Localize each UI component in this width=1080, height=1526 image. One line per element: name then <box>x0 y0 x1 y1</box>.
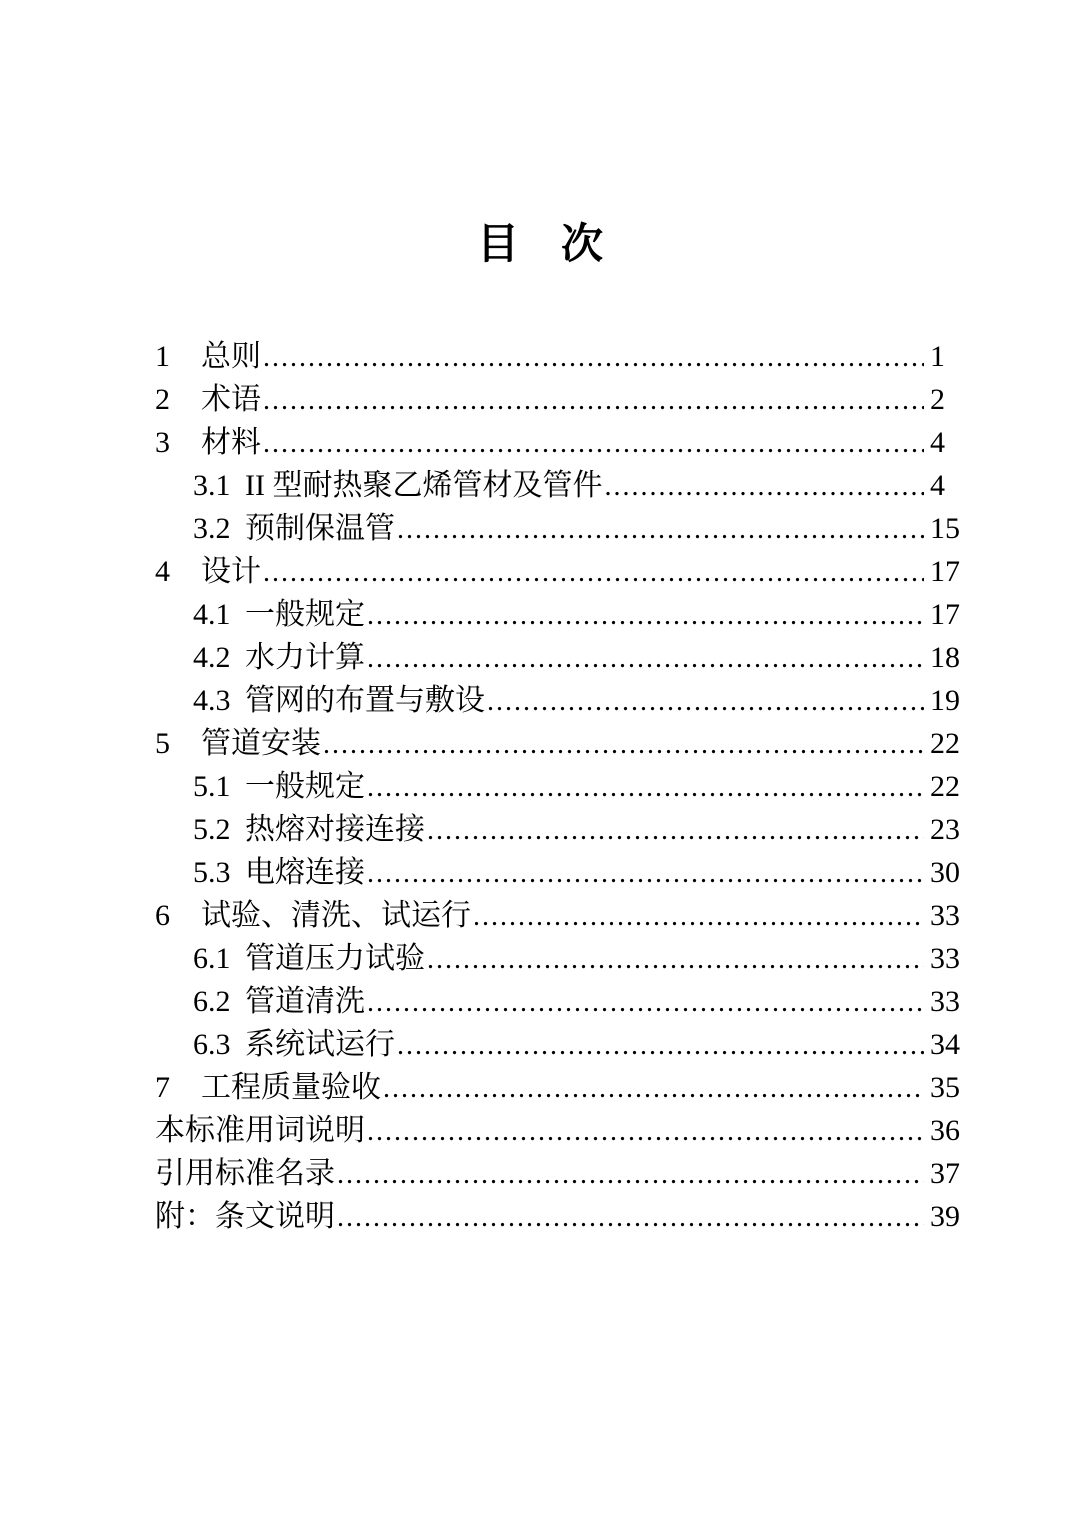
toc-leader-dots <box>383 1067 924 1110</box>
toc-leader-dots <box>263 336 924 379</box>
toc-entry <box>155 336 960 379</box>
toc-entry-number: 4.2 <box>193 641 231 674</box>
toc-entry-page: 1 <box>930 340 945 373</box>
toc-entry-page: 34 <box>930 1028 960 1061</box>
toc-entry-page: 15 <box>930 512 960 545</box>
toc-entry-number: 6.2 <box>193 985 231 1018</box>
toc-entry-number: 3 <box>155 426 170 459</box>
toc-entry-label: II 型耐热聚乙烯管材及管件 <box>245 469 603 502</box>
toc-entry <box>155 637 960 680</box>
toc-entry-page: 4 <box>930 469 945 502</box>
toc-entry-label: 一般规定 <box>245 770 365 803</box>
toc-entry-number: 3.2 <box>193 512 231 545</box>
toc-entry-number: 6 <box>155 899 170 932</box>
toc-entry-label: 管网的布置与敷设 <box>245 684 485 717</box>
toc-entry <box>155 852 960 895</box>
toc-entry-number: 4.1 <box>193 598 231 631</box>
toc-leader-dots <box>367 766 924 809</box>
toc-entry-number: 1 <box>155 340 170 373</box>
toc-entry-label: 试验、清洗、试运行 <box>201 899 471 932</box>
toc-entry <box>155 551 960 594</box>
toc-entry-number: 6.1 <box>193 942 231 975</box>
toc-leader-dots <box>427 809 924 852</box>
toc-entry-label: 引用标准名录 <box>155 1157 335 1190</box>
toc-entry-page: 35 <box>930 1071 960 1104</box>
toc-entry-label: 工程质量验收 <box>201 1071 381 1104</box>
toc-entry-page: 19 <box>930 684 960 717</box>
toc-entry-page: 17 <box>930 555 960 588</box>
toc-leader-dots <box>367 1110 924 1153</box>
toc-entry <box>155 981 960 1024</box>
toc-entry-page: 17 <box>930 598 960 631</box>
toc-entry <box>155 465 960 508</box>
toc-entry-label: 附：条文说明 <box>155 1200 335 1233</box>
toc-entry-label: 管道压力试验 <box>245 942 425 975</box>
toc-leader-dots <box>367 852 924 895</box>
toc-entry-label: 热熔对接连接 <box>245 813 425 846</box>
toc-entry-label: 一般规定 <box>245 598 365 631</box>
toc-entry-number: 5.1 <box>193 770 231 803</box>
toc-entry <box>155 1196 960 1239</box>
toc-entry-page: 2 <box>930 383 945 416</box>
toc-leader-dots <box>337 1196 924 1239</box>
toc-entry-page: 39 <box>930 1200 960 1233</box>
toc-entry-number: 4 <box>155 555 170 588</box>
toc-entry-label: 系统试运行 <box>245 1028 395 1061</box>
toc-entry <box>155 508 960 551</box>
toc-entry <box>155 1024 960 1067</box>
toc-entry <box>155 895 960 938</box>
toc-leader-dots <box>323 723 924 766</box>
toc-entry-page: 33 <box>930 942 960 975</box>
toc-entry-label: 总则 <box>201 340 261 373</box>
toc-entry <box>155 723 960 766</box>
toc-leader-dots <box>473 895 924 938</box>
toc-leader-dots <box>263 422 924 465</box>
toc-entry <box>155 422 960 465</box>
toc-entry-label: 管道清洗 <box>245 985 365 1018</box>
toc-entry <box>155 809 960 852</box>
toc-entry <box>155 680 960 723</box>
toc-entry <box>155 1110 960 1153</box>
toc-entry-page: 22 <box>930 770 960 803</box>
toc-leader-dots <box>604 465 924 508</box>
toc-entry-page: 22 <box>930 727 960 760</box>
toc-entry-label: 材料 <box>201 426 261 459</box>
toc-leader-dots <box>487 680 924 723</box>
toc-entry-page: 4 <box>930 426 945 459</box>
toc-entry-number: 5.2 <box>193 813 231 846</box>
toc-entry-number: 5 <box>155 727 170 760</box>
toc-entry-label: 预制保温管 <box>245 512 395 545</box>
toc-entry-page: 33 <box>930 985 960 1018</box>
toc-entry-label: 电熔连接 <box>245 856 365 889</box>
toc-entry-page: 37 <box>930 1157 960 1190</box>
toc-leader-dots <box>397 1024 924 1067</box>
toc-leader-dots <box>427 938 924 981</box>
toc-entry-label: 水力计算 <box>245 641 365 674</box>
toc-leader-dots <box>263 379 924 422</box>
toc-entry-page: 36 <box>930 1114 960 1147</box>
toc-entry <box>155 938 960 981</box>
toc-list <box>155 336 960 1239</box>
toc-entry-number: 5.3 <box>193 856 231 889</box>
toc-leader-dots <box>367 594 924 637</box>
toc-entry-number: 4.3 <box>193 684 231 717</box>
toc-entry-page: 18 <box>930 641 960 674</box>
toc-entry-number: 2 <box>155 383 170 416</box>
page-title: 目 次 <box>476 222 603 268</box>
toc-entry-page: 33 <box>930 899 960 932</box>
toc-entry <box>155 594 960 637</box>
toc-entry-page: 30 <box>930 856 960 889</box>
toc-entry <box>155 1153 960 1196</box>
toc-leader-dots <box>367 637 924 680</box>
toc-entry-number: 6.3 <box>193 1028 231 1061</box>
toc-entry <box>155 379 960 422</box>
toc-entry-number: 7 <box>155 1071 170 1104</box>
toc-leader-dots <box>337 1153 924 1196</box>
toc-leader-dots <box>263 551 924 594</box>
toc-entry-page: 23 <box>930 813 960 846</box>
toc-entry-label: 管道安装 <box>201 727 321 760</box>
toc-entry <box>155 1067 960 1110</box>
toc-leader-dots <box>367 981 924 1024</box>
toc-entry-label: 本标准用词说明 <box>155 1114 365 1147</box>
toc-entry-number: 3.1 <box>193 469 231 502</box>
toc-entry-label: 术语 <box>201 383 261 416</box>
toc-entry-label: 设计 <box>201 555 261 588</box>
toc-entry <box>155 766 960 809</box>
toc-leader-dots <box>397 508 924 551</box>
